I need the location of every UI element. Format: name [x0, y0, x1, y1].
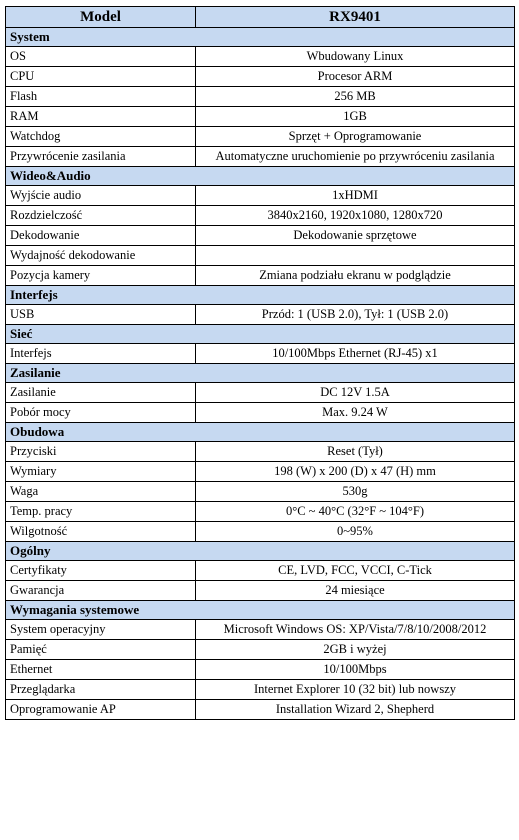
spec-value: Zmiana podziału ekranu w podglądzie — [196, 266, 515, 286]
table-row — [6, 47, 515, 67]
section-header-row — [6, 601, 515, 620]
spec-label: Wyjście audio — [6, 186, 196, 206]
spec-value: Procesor ARM — [196, 67, 515, 87]
spec-value: 1GB — [196, 107, 515, 127]
spec-label: USB — [6, 305, 196, 325]
spec-value: 198 (W) x 200 (D) x 47 (H) mm — [196, 462, 515, 482]
section-header-row — [6, 364, 515, 383]
spec-body — [6, 28, 515, 720]
spec-label: Ethernet — [6, 660, 196, 680]
table-row — [6, 226, 515, 246]
table-row — [6, 482, 515, 502]
section-title: Ogólny — [6, 542, 515, 561]
spec-value: Sprzęt + Oprogramowanie — [196, 127, 515, 147]
table-row — [6, 700, 515, 720]
table-row — [6, 640, 515, 660]
spec-label: Wymiary — [6, 462, 196, 482]
spec-label: OS — [6, 47, 196, 67]
section-header-row — [6, 28, 515, 47]
spec-value: Dekodowanie sprzętowe — [196, 226, 515, 246]
spec-value: Wbudowany Linux — [196, 47, 515, 67]
table-row — [6, 107, 515, 127]
section-title: Interfejs — [6, 286, 515, 305]
spec-value: DC 12V 1.5A — [196, 383, 515, 403]
spec-label: RAM — [6, 107, 196, 127]
section-header-row — [6, 423, 515, 442]
spec-label: Temp. pracy — [6, 502, 196, 522]
spec-label: Gwarancja — [6, 581, 196, 601]
spec-label: Wilgotność — [6, 522, 196, 542]
spec-label: Dekodowanie — [6, 226, 196, 246]
spec-label: Zasilanie — [6, 383, 196, 403]
spec-label: Waga — [6, 482, 196, 502]
section-title: Sieć — [6, 325, 515, 344]
spec-label: Przeglądarka — [6, 680, 196, 700]
table-row — [6, 522, 515, 542]
section-title: Obudowa — [6, 423, 515, 442]
spec-label: Wydajność dekodowanie — [6, 246, 196, 266]
header-model-label: Model — [6, 7, 196, 28]
table-row — [6, 67, 515, 87]
spec-value: 530g — [196, 482, 515, 502]
spec-label: Rozdzielczość — [6, 206, 196, 226]
table-row — [6, 502, 515, 522]
spec-label: Certyfikaty — [6, 561, 196, 581]
spec-label: Watchdog — [6, 127, 196, 147]
section-header-row — [6, 167, 515, 186]
spec-label: Pamięć — [6, 640, 196, 660]
spec-label: Interfejs — [6, 344, 196, 364]
spec-value: Automatyczne uruchomienie po przywróceniu zasilania — [196, 147, 515, 167]
table-row — [6, 660, 515, 680]
spec-label: Pozycja kamery — [6, 266, 196, 286]
table-row — [6, 246, 515, 266]
spec-label: CPU — [6, 67, 196, 87]
spec-value: 0~95% — [196, 522, 515, 542]
spec-label: Pobór mocy — [6, 403, 196, 423]
table-row — [6, 266, 515, 286]
table-row — [6, 403, 515, 423]
table-row — [6, 305, 515, 325]
table-row — [6, 147, 515, 167]
header-model-value: RX9401 — [196, 7, 515, 28]
spec-value: 10/100Mbps Ethernet (RJ-45) x1 — [196, 344, 515, 364]
spec-value: 1xHDMI — [196, 186, 515, 206]
spec-value: Microsoft Windows OS: XP/Vista/7/8/10/2008/2012 — [196, 620, 515, 640]
spec-value: 10/100Mbps — [196, 660, 515, 680]
table-row — [6, 442, 515, 462]
section-title: System — [6, 28, 515, 47]
table-header-row — [6, 7, 515, 28]
spec-value: Przód: 1 (USB 2.0), Tył: 1 (USB 2.0) — [196, 305, 515, 325]
section-header-row — [6, 325, 515, 344]
table-row — [6, 680, 515, 700]
spec-value: Internet Explorer 10 (32 bit) lub nowszy — [196, 680, 515, 700]
spec-value: 256 MB — [196, 87, 515, 107]
section-title: Zasilanie — [6, 364, 515, 383]
table-row — [6, 87, 515, 107]
section-header-row — [6, 542, 515, 561]
spec-label: Flash — [6, 87, 196, 107]
table-row — [6, 127, 515, 147]
spec-label: Oprogramowanie AP — [6, 700, 196, 720]
table-row — [6, 581, 515, 601]
table-row — [6, 620, 515, 640]
table-row — [6, 462, 515, 482]
spec-table — [5, 6, 515, 720]
spec-value — [196, 246, 515, 266]
table-row — [6, 344, 515, 364]
spec-label: Przyciski — [6, 442, 196, 462]
table-row — [6, 383, 515, 403]
spec-value: 24 miesiące — [196, 581, 515, 601]
spec-value: CE, LVD, FCC, VCCI, C-Tick — [196, 561, 515, 581]
spec-value: Max. 9.24 W — [196, 403, 515, 423]
spec-value: 3840x2160, 1920x1080, 1280x720 — [196, 206, 515, 226]
table-row — [6, 206, 515, 226]
spec-value: Reset (Tył) — [196, 442, 515, 462]
spec-label: Przywrócenie zasilania — [6, 147, 196, 167]
section-title: Wideo&Audio — [6, 167, 515, 186]
section-title: Wymagania systemowe — [6, 601, 515, 620]
table-row — [6, 186, 515, 206]
spec-value: Installation Wizard 2, Shepherd — [196, 700, 515, 720]
spec-value: 0°C ~ 40°C (32°F ~ 104°F) — [196, 502, 515, 522]
section-header-row — [6, 286, 515, 305]
table-row — [6, 561, 515, 581]
spec-label: System operacyjny — [6, 620, 196, 640]
spec-value: 2GB i wyżej — [196, 640, 515, 660]
